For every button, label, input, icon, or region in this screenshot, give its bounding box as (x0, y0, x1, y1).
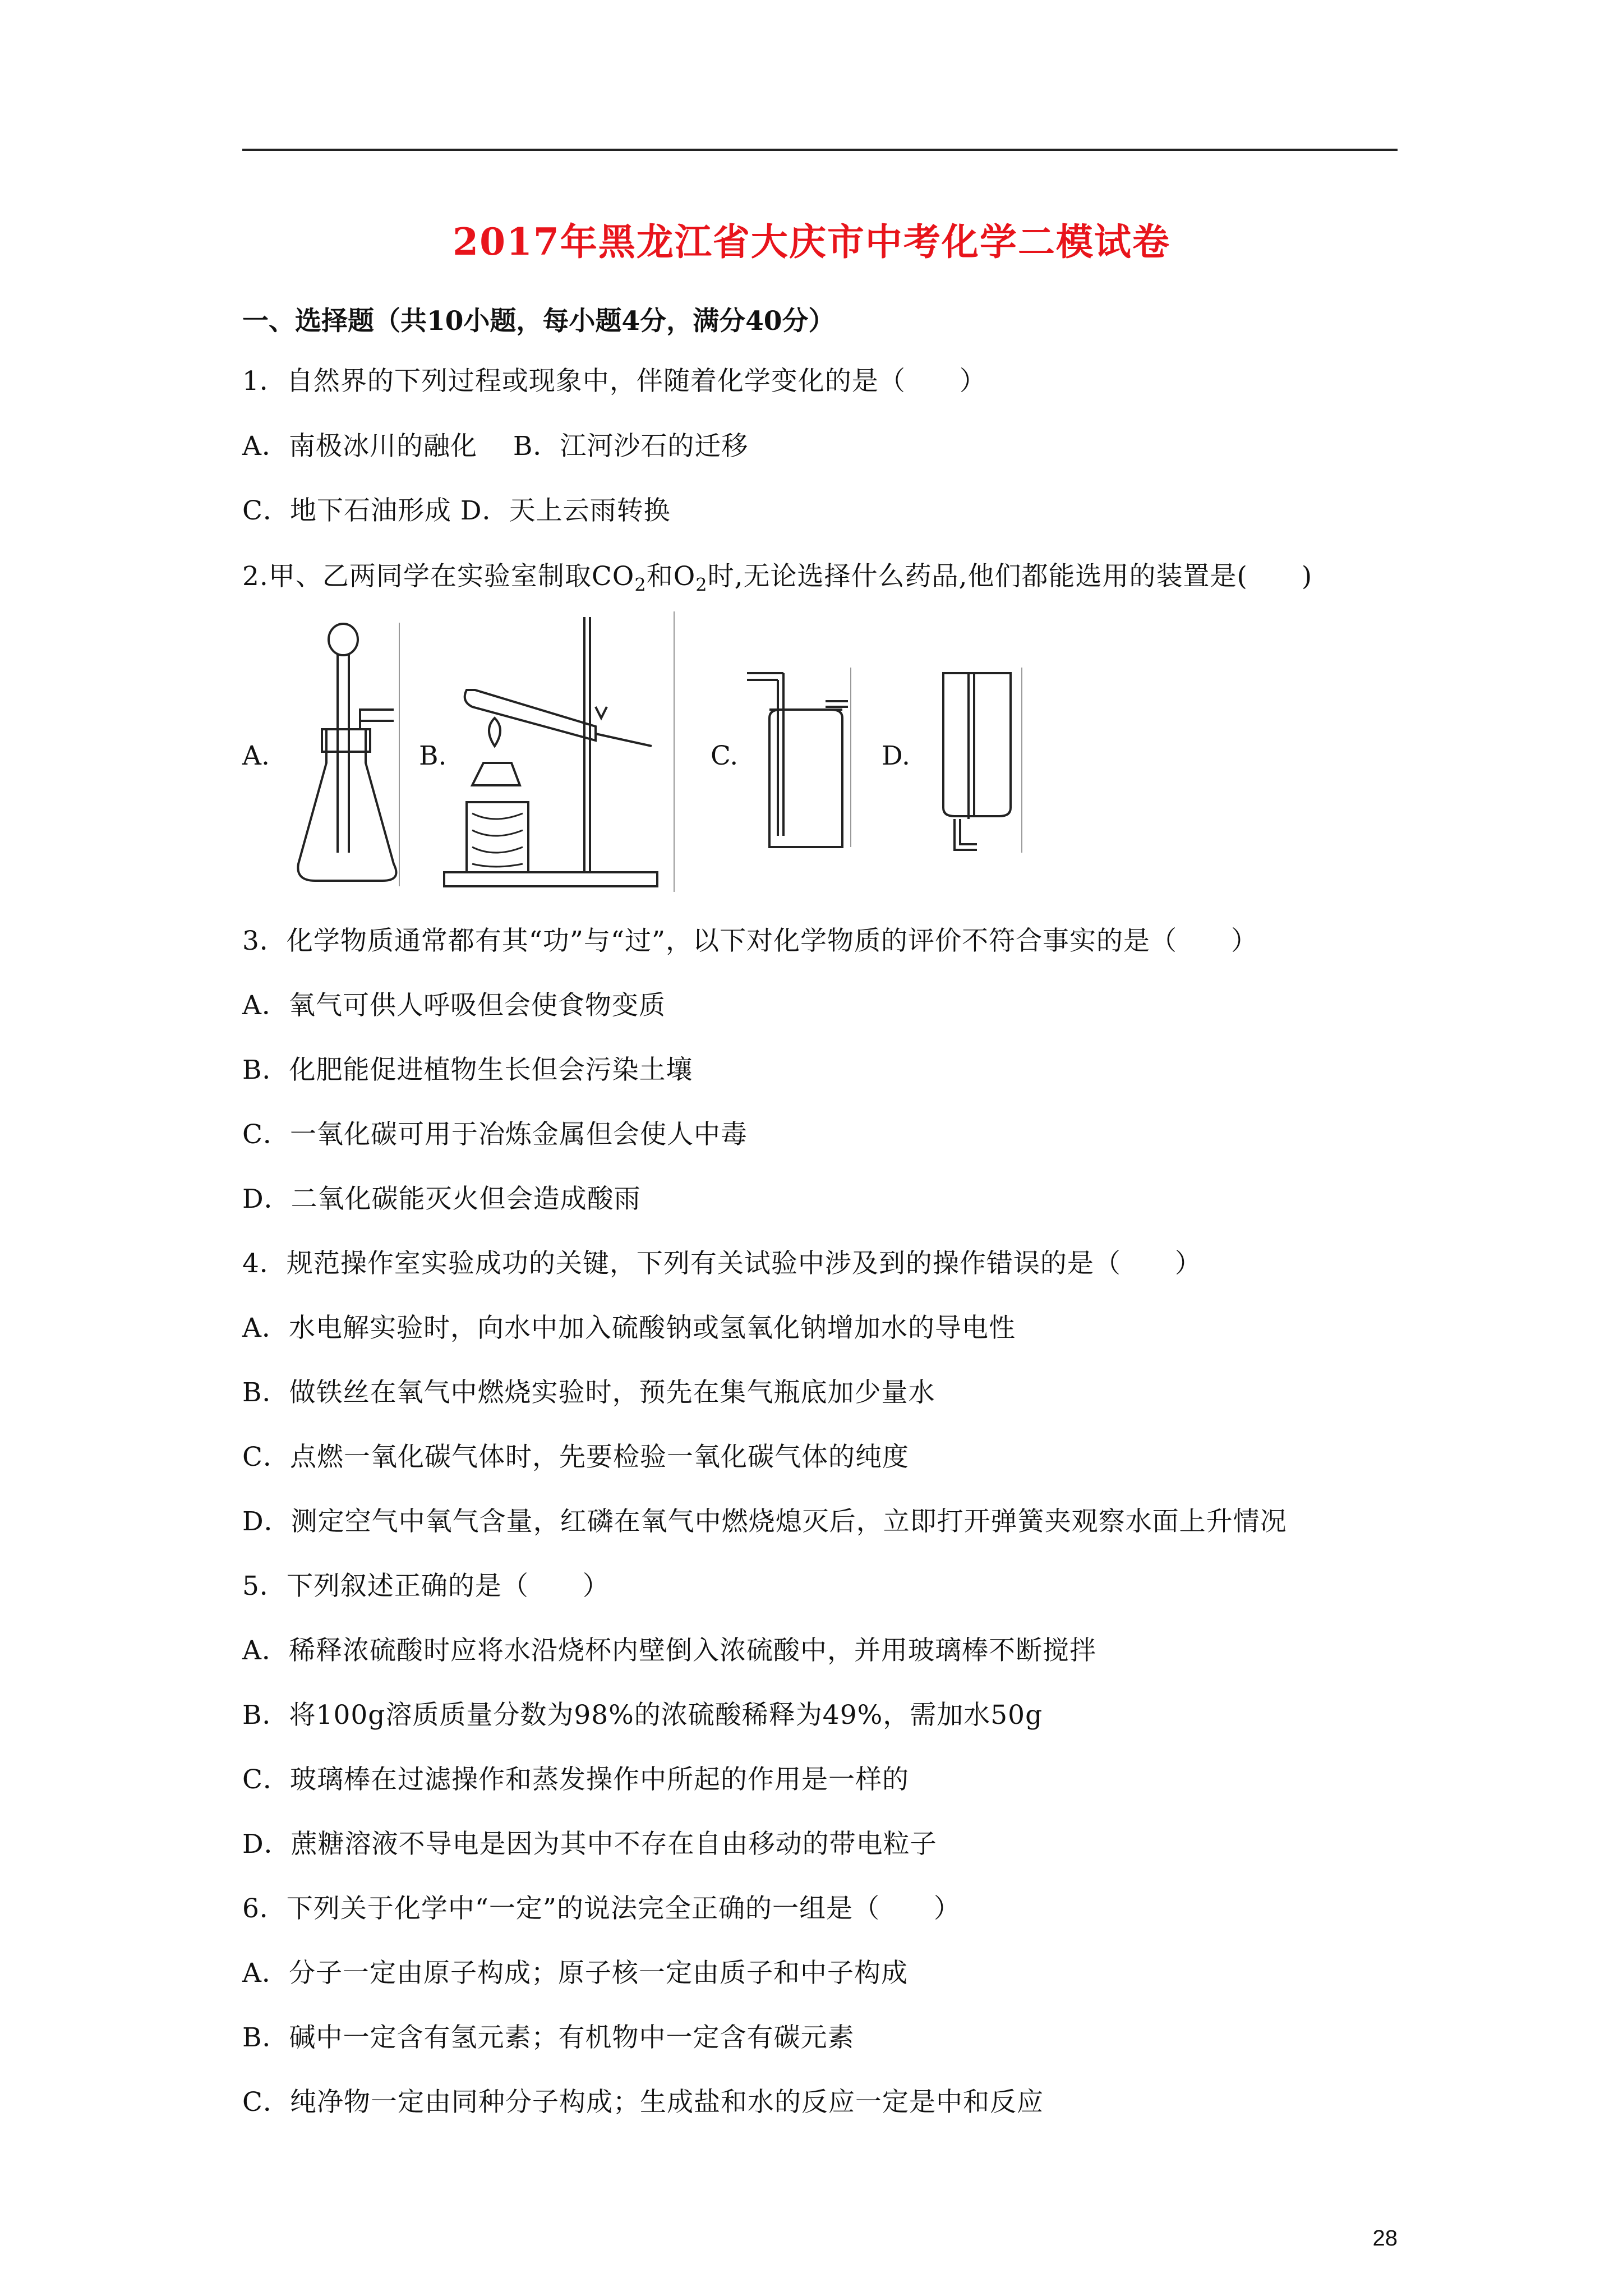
q4-option-c: C．点燃一氧化碳气体时，先要检验一氧化碳气体的纯度 (242, 1442, 909, 1473)
q2-stem-part1: 2.甲、乙两同学在实验室制取CO (242, 561, 635, 592)
page-number: 28 (1372, 2226, 1398, 2251)
q3-option-d: D．二氧化碳能灭火但会造成酸雨 (242, 1184, 641, 1214)
q3-option-a: A．氧气可供人呼吸但会使食物变质 (242, 990, 666, 1021)
flask-with-thistle-funnel-icon (293, 617, 405, 892)
q6-option-b: B．碱中一定含有氢元素；有机物中一定含有碳元素 (242, 2022, 855, 2053)
q2-label-d: D. (882, 740, 910, 771)
header-rule (242, 149, 1398, 151)
section-heading: 一、选择题（共10小题，每小题4分，满分40分） (242, 306, 835, 337)
q3-option-c: C．一氧化碳可用于冶炼金属但会使人中毒 (242, 1119, 748, 1150)
q2-label-c: C. (711, 740, 739, 771)
q5-option-c: C．玻璃棒在过滤操作和蒸发操作中所起的作用是一样的 (242, 1764, 909, 1795)
q2-stem (242, 555, 1312, 595)
q1-options-ab: A．南极冰川的融化 B．江河沙石的迁移 (242, 431, 749, 462)
q6-option-c: C．纯净物一定由同种分子构成；生成盐和水的反应一定是中和反应 (242, 2087, 1044, 2118)
q3-option-b: B．化肥能促进植物生长但会污染土壤 (242, 1055, 693, 1085)
q5-option-b: B．将100g溶质质量分数为98%的浓硫酸稀释为49%，需加水50g (242, 1700, 1043, 1731)
q4-option-b: B．做铁丝在氧气中燃烧实验时，预先在集气瓶底加少量水 (242, 1377, 935, 1408)
q2-apparatus-figures (242, 617, 1252, 898)
q2-stem-part2: 和O (646, 561, 696, 592)
q1-options-cd: C．地下石油形成 D．天上云雨转换 (242, 495, 671, 526)
q2-subscript-o2: 2 (695, 574, 708, 596)
q2-subscript-co2: 2 (634, 574, 647, 596)
q1-stem: 1．自然界的下列过程或现象中，伴随着化学变化的是（ ） (242, 366, 986, 397)
q6-stem: 6．下列关于化学中“一定”的说法完全正确的一组是（ ） (242, 1893, 961, 1924)
q2-label-b: B. (419, 740, 447, 771)
q4-option-a: A．水电解实验时，向水中加入硫酸钠或氢氧化钠增加水的导电性 (242, 1313, 1016, 1343)
gas-bottle-upward-delivery-icon (747, 668, 859, 853)
inverted-bottle-water-collection-icon (915, 668, 1027, 858)
q6-option-a: A．分子一定由原子构成；原子核一定由质子和中子构成 (242, 1958, 908, 1989)
q5-option-a: A．稀释浓硫酸时应将水沿烧杯内壁倒入浓硫酸中，并用玻璃棒不断搅拌 (242, 1635, 1096, 1666)
q5-stem: 5．下列叙述正确的是（ ） (242, 1571, 610, 1602)
page-title: 2017年黑龙江省大庆市中考化学二模试卷 (453, 220, 1170, 264)
q2-label-a: A. (242, 740, 270, 771)
q3-stem: 3．化学物质通常都有其“功”与“过”，以下对化学物质的评价不符合事实的是（ ） (242, 926, 1258, 956)
q4-stem: 4．规范操作室实验成功的关键，下列有关试验中涉及到的操作错误的是（ ） (242, 1248, 1202, 1279)
q2-stem-part3: 时,无论选择什么药品,他们都能选用的装置是( ) (707, 561, 1313, 592)
test-tube-heating-apparatus-icon (427, 611, 685, 892)
q4-option-d: D．测定空气中氧气含量，红磷在氧气中燃烧熄灭后，立即打开弹簧夹观察水面上升情况 (242, 1506, 1287, 1537)
q5-option-d: D．蔗糖溶液不导电是因为其中不存在自由移动的带电粒子 (242, 1829, 937, 1860)
